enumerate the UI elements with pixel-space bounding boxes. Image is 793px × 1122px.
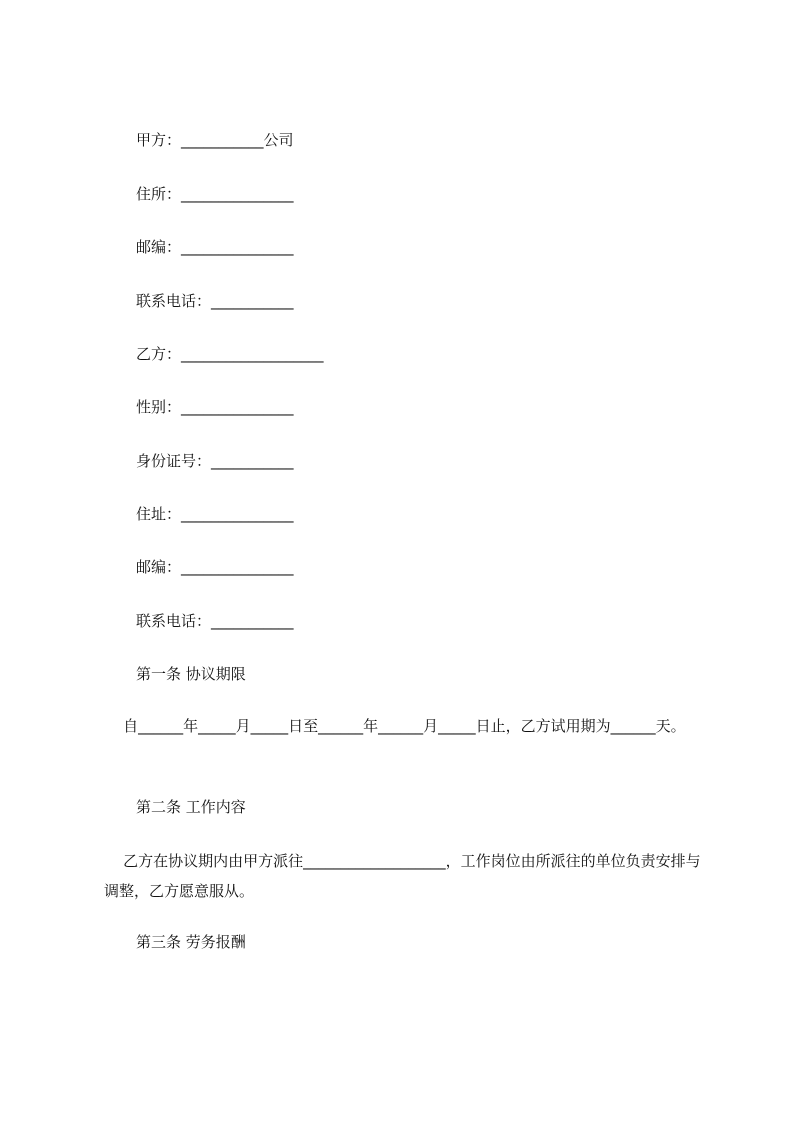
party-b-gender-field: 性别：_______________ xyxy=(136,398,294,416)
party-a-phone-field: 联系电话：___________ xyxy=(136,292,294,310)
party-a-address-field: 住所：_______________ xyxy=(136,185,294,203)
section-1-body: 自______年_____月_____日至______年______月_____日止，乙方试用期为______天。 xyxy=(104,717,686,735)
section-2-body: 乙方在协议期内由甲方派往___________________，工作岗位由所派往的单位负责安排与调整，乙方愿意服从。 xyxy=(104,852,701,900)
section-1-heading: 第一条 协议期限 xyxy=(136,665,246,683)
party-b-phone-field: 联系电话：___________ xyxy=(136,612,294,630)
party-a-postcode-field: 邮编：_______________ xyxy=(136,238,294,256)
party-b-address-field: 住址：_______________ xyxy=(136,505,294,523)
party-b-postcode-field: 邮编：_______________ xyxy=(136,558,294,576)
party-b-name-field: 乙方：___________________ xyxy=(136,345,324,363)
party-b-id-number-field: 身份证号：___________ xyxy=(136,452,294,470)
section-3-heading: 第三条 劳务报酬 xyxy=(136,933,246,951)
section-2-heading: 第二条 工作内容 xyxy=(136,798,246,816)
party-a-name-field: 甲方：___________公司 xyxy=(136,131,294,149)
